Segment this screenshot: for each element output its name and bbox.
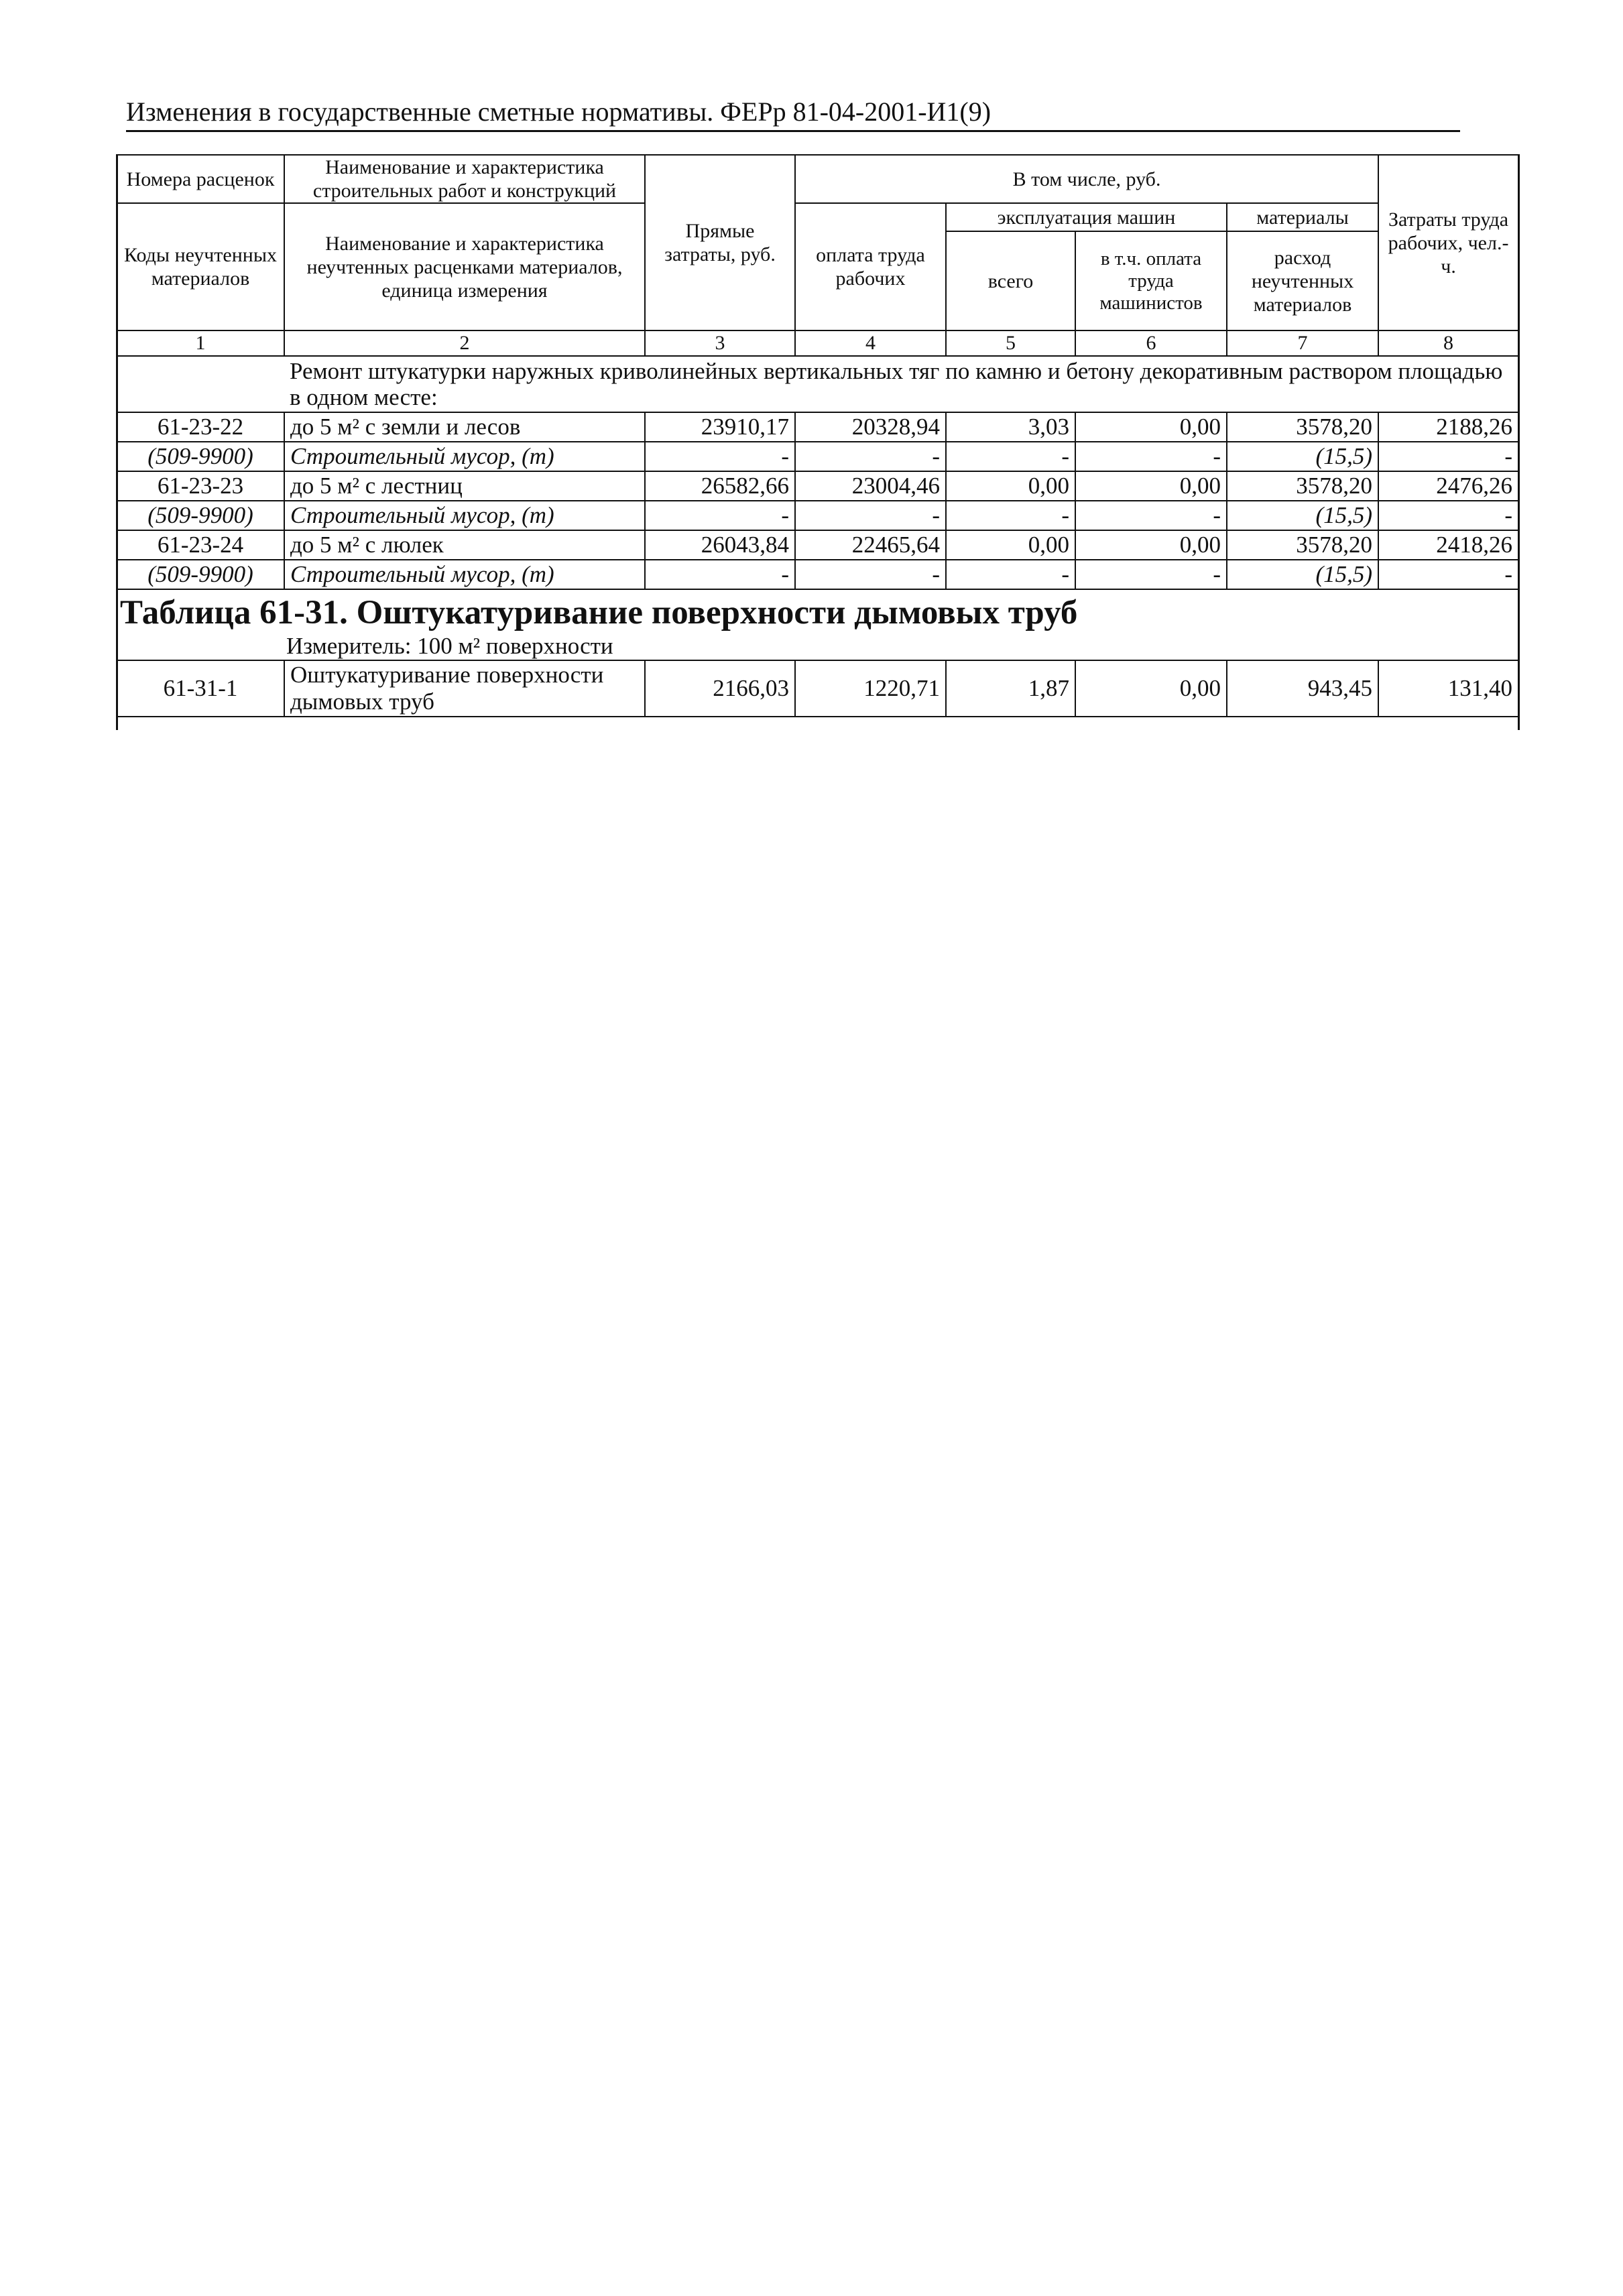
dash: - (1075, 442, 1227, 471)
rate-code: 61-23-23 (117, 471, 284, 501)
labor-pay: 22465,64 (795, 530, 946, 560)
th-naimenovanie-materialov: Наименование и характеристика неучтенных расценками материалов, единица измерения (284, 203, 645, 330)
colnum-2: 2 (284, 330, 645, 356)
direct-costs: 2166,03 (645, 660, 795, 717)
th-nomera: Номера расценок (117, 155, 284, 203)
dash: - (1378, 501, 1518, 530)
column-numbers-row (117, 330, 1518, 356)
table-row-materials (117, 560, 1518, 589)
dash: - (946, 501, 1075, 530)
material-name: Строительный мусор, (т) (284, 442, 645, 471)
dash: - (946, 560, 1075, 589)
table2-title: Таблица 61-31. Оштукатуривание поверхности дымовых труб (120, 594, 1078, 631)
dash: - (645, 560, 795, 589)
colnum-8: 8 (1378, 330, 1518, 356)
material-qty: (15,5) (1227, 560, 1378, 589)
table-row (117, 660, 1518, 717)
header-title: Изменения в государственные сметные нормативы. ФЕРр 81-04-2001-И1(9) (126, 97, 991, 127)
machine-total: 1,87 (946, 660, 1075, 717)
table2-measure: Измеритель: 100 м² поверхности (286, 633, 613, 659)
machine-labor: 0,00 (1075, 660, 1227, 717)
th-v-t-ch: в т.ч. оплата труда машинистов (1075, 231, 1227, 330)
th-v-tom-chisle: В том числе, руб. (795, 155, 1378, 203)
table-row (117, 471, 1518, 501)
th-zatraty-truda: Затраты труда рабочих, чел.-ч. (1378, 155, 1518, 330)
labor-hours: 2188,26 (1378, 412, 1518, 442)
dash: - (1075, 560, 1227, 589)
material-name: Строительный мусор, (т) (284, 501, 645, 530)
labor-hours: 2418,26 (1378, 530, 1518, 560)
materials: 3578,20 (1227, 530, 1378, 560)
materials: 943,45 (1227, 660, 1378, 717)
colnum-5: 5 (946, 330, 1075, 356)
norms-table (116, 154, 1519, 717)
table-row-materials (117, 501, 1518, 530)
material-qty: (15,5) (1227, 442, 1378, 471)
machine-labor: 0,00 (1075, 412, 1227, 442)
header-row-2 (117, 203, 1518, 231)
machine-total: 0,00 (946, 471, 1075, 501)
table-row-materials (117, 442, 1518, 471)
colnum-1: 1 (117, 330, 284, 356)
machine-labor: 0,00 (1075, 471, 1227, 501)
table-row (117, 412, 1518, 442)
dash: - (645, 501, 795, 530)
dash: - (645, 442, 795, 471)
materials: 3578,20 (1227, 471, 1378, 501)
materials: 3578,20 (1227, 412, 1378, 442)
colnum-6: 6 (1075, 330, 1227, 356)
material-qty: (15,5) (1227, 501, 1378, 530)
th-materialy: материалы (1227, 203, 1378, 231)
machine-total: 0,00 (946, 530, 1075, 560)
labor-pay: 1220,71 (795, 660, 946, 717)
dash: - (795, 501, 946, 530)
table2-caption-row (117, 589, 1518, 660)
th-naimenovanie-rabot: Наименование и характеристика строительных работ и конструкций (284, 155, 645, 203)
material-code: (509-9900) (117, 560, 284, 589)
material-name: Строительный мусор, (т) (284, 560, 645, 589)
colnum-4: 4 (795, 330, 946, 356)
direct-costs: 26582,66 (645, 471, 795, 501)
dash: - (946, 442, 1075, 471)
labor-pay: 23004,46 (795, 471, 946, 501)
page-header (126, 95, 1460, 132)
machine-total: 3,03 (946, 412, 1075, 442)
table-row (117, 530, 1518, 560)
section-caption: Ремонт штукатурки наружных криволинейных вертикальных тяг по камню и бетону декоративным раствором площадью в одном месте: (284, 356, 1518, 412)
th-pryamye-zatraty: Прямые затраты, руб. (645, 155, 795, 330)
rate-code: 61-23-24 (117, 530, 284, 560)
labor-hours: 2476,26 (1378, 471, 1518, 501)
dash: - (1378, 442, 1518, 471)
th-kody-materialov: Коды неучтенных материалов (117, 203, 284, 330)
rate-code: 61-31-1 (117, 660, 284, 717)
material-code: (509-9900) (117, 442, 284, 471)
th-vsego: всего (946, 231, 1075, 330)
section-caption-row (117, 356, 1518, 412)
rate-code: 61-23-22 (117, 412, 284, 442)
rate-name: до 5 м² с лестниц (284, 471, 645, 501)
material-code: (509-9900) (117, 501, 284, 530)
dash: - (795, 442, 946, 471)
colnum-7: 7 (1227, 330, 1378, 356)
dash: - (1378, 560, 1518, 589)
th-rashod: расход неучтенных материалов (1227, 231, 1378, 330)
header-row-1 (117, 155, 1518, 203)
th-oplata-truda: оплата труда рабочих (795, 203, 946, 330)
labor-pay: 20328,94 (795, 412, 946, 442)
machine-labor: 0,00 (1075, 530, 1227, 560)
rate-name: Оштукатуривание поверхности дымовых труб (284, 660, 645, 717)
direct-costs: 23910,17 (645, 412, 795, 442)
dash: - (795, 560, 946, 589)
rate-name: до 5 м² с люлек (284, 530, 645, 560)
dash: - (1075, 501, 1227, 530)
direct-costs: 26043,84 (645, 530, 795, 560)
colnum-3: 3 (645, 330, 795, 356)
labor-hours: 131,40 (1378, 660, 1518, 717)
rate-name: до 5 м² с земли и лесов (284, 412, 645, 442)
th-ekspluataciya: эксплуатация машин (946, 203, 1227, 231)
